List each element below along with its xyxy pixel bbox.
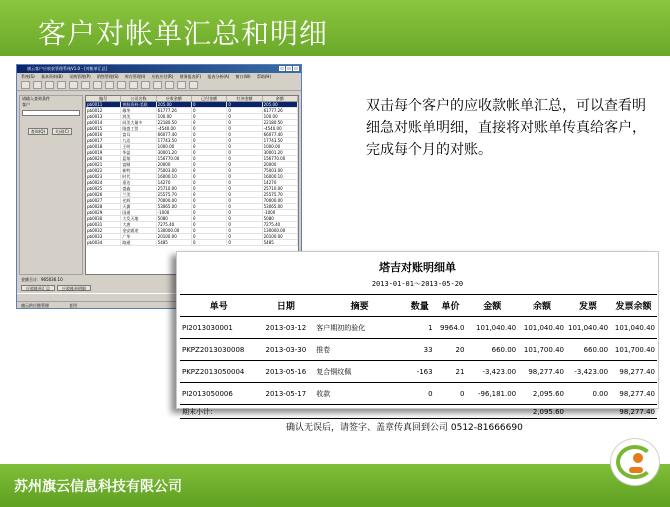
grid-cell: 0 <box>227 234 262 239</box>
toolbar-button[interactable] <box>129 81 138 89</box>
grid-cell: 0 <box>192 228 227 233</box>
grid-cell: 耀华 <box>121 108 156 113</box>
statement-header-row <box>180 295 657 317</box>
statement-cell: 101,040.40 <box>466 317 518 339</box>
grid-cell: 100.00 <box>157 114 192 119</box>
close-icon[interactable] <box>293 66 299 71</box>
grid-cell: 0 <box>192 180 227 185</box>
menu-analysis[interactable]: 报表分析(A) <box>207 74 230 79</box>
menu-receivable[interactable]: 应收应付(R) <box>151 74 174 79</box>
grid-cell: 0 <box>192 192 227 197</box>
grid-cell: 0 <box>227 240 262 245</box>
grid-cell: 30001.20 <box>263 150 298 155</box>
end-label: 期末小计： <box>180 405 518 419</box>
grid-cell: 156770.00 <box>157 156 192 161</box>
grid-cell: pb0021 <box>86 162 121 167</box>
grid-cell: 0 <box>192 138 227 143</box>
grid-cell: 隆盛工贸 <box>121 126 156 131</box>
statement-cell: 98,277.40 <box>610 361 657 383</box>
grid-cell: 205.00 <box>157 102 192 107</box>
statement-cell: 客户期初的验化 <box>314 317 405 339</box>
grid-cell: 70000.00 <box>157 198 192 203</box>
grid-cell: pb0013 <box>86 114 121 119</box>
menu-bar <box>17 73 301 80</box>
grid-cell: 70000.00 <box>263 198 298 203</box>
statement-cell: 660.00 <box>566 339 610 361</box>
statement-cell: 0 <box>435 383 467 405</box>
toolbar <box>17 80 301 91</box>
grid-cell: 0 <box>227 120 262 125</box>
grid-cell: 0 <box>192 162 227 167</box>
statement-cell: PI2013050006 <box>180 383 258 405</box>
query-panel <box>19 95 83 275</box>
col-header: 摘要 <box>314 295 405 317</box>
toolbar-button[interactable] <box>81 81 90 89</box>
statement-date-range: 2013-01-01～2013-05-20 <box>371 280 464 288</box>
company-logo <box>610 438 660 486</box>
grid-cell: 0 <box>227 204 262 209</box>
confirm-note: 确认无误后，请签字、盖章传真回到公司 0512-81666690 <box>286 423 523 433</box>
grid-cell: 嘉达 <box>121 180 156 185</box>
grid-cell: 20100.00 <box>157 234 192 239</box>
statement-cell: -163 <box>405 361 435 383</box>
col-header: 发票 <box>566 295 610 317</box>
grid-cell: 16000.10 <box>157 174 192 179</box>
grid-cell: 7275.40 <box>157 222 192 227</box>
grid-cell: 0 <box>192 132 227 137</box>
menu-help[interactable]: 帮助(H) <box>256 74 272 79</box>
statement-cell: 21 <box>435 361 467 383</box>
grid-cell: 0 <box>227 198 262 203</box>
grid-cell: 0 <box>192 174 227 179</box>
grid-cell: 0 <box>192 210 227 215</box>
description-text: 双击每个客户的应收款帐单汇总，可以查看明细急对账单明细，直接将对账单传真给客户，完成每个月的对账。 <box>366 98 646 158</box>
table-row[interactable] <box>86 240 298 246</box>
statement-cell: 2013-03-12 <box>258 317 315 339</box>
grid-cell: 5485 <box>157 240 192 245</box>
grid-cell: 0 <box>227 162 262 167</box>
grid-cell: 14270 <box>157 180 192 185</box>
grid-cell: 0 <box>227 228 262 233</box>
grid-cell: 25710.00 <box>157 186 192 191</box>
maximize-icon[interactable] <box>286 66 292 71</box>
grid-cell: 156770.00 <box>263 156 298 161</box>
grid-cell: 0 <box>227 192 262 197</box>
statement-row <box>180 317 657 339</box>
grid-cell: 0 <box>227 186 262 191</box>
statement-cell: PKPZ2013050004 <box>180 361 258 383</box>
grid-cell: pb0020 <box>86 156 121 161</box>
grid-cell: pb0030 <box>86 216 121 221</box>
grid-cell: 同美大量多 <box>121 120 156 125</box>
statement-end-row <box>180 405 657 419</box>
grid-cell: 66077.40 <box>263 132 298 137</box>
grid-cell: pb0028 <box>86 204 121 209</box>
grid-cell: 九达 <box>121 138 156 143</box>
window-controls <box>279 66 299 71</box>
statement-cell: 2013-03-30 <box>258 339 315 361</box>
col-header: 单号 <box>180 295 258 317</box>
customer-select[interactable] <box>22 110 80 116</box>
statement-cell: 101,700.40 <box>610 339 657 361</box>
grid-cell: 25575.70 <box>157 192 192 197</box>
statement-cell: 推卷 <box>314 339 405 361</box>
grid-cell: -1000 <box>157 210 192 215</box>
grid-cell: 0 <box>227 150 262 155</box>
menu-finance[interactable]: 财务报表(F) <box>179 74 202 79</box>
grid-cell: 0 <box>192 102 227 107</box>
menu-window[interactable]: 窗口(W) <box>235 74 251 79</box>
grid-cell: 0 <box>227 216 262 221</box>
grid-cell: 0 <box>192 114 227 119</box>
grid-cell: 22180.50 <box>263 120 298 125</box>
statement-row <box>180 361 657 383</box>
grid-col-header[interactable]: 应收金额 <box>157 96 192 101</box>
grid-cell: pb0011 <box>86 102 121 107</box>
sum-total: 金额合计：965036.10 <box>21 277 63 282</box>
grid-cell: 0 <box>227 138 262 143</box>
grid-cell: 0 <box>227 174 262 179</box>
grid-cell: pb0032 <box>86 228 121 233</box>
grid-cell: pb0015 <box>86 126 121 131</box>
grid-cell: -1000 <box>263 210 298 215</box>
grid-cell: 130000.00 <box>157 228 192 233</box>
grid-cell: 天翼 <box>121 204 156 209</box>
grid-cell: 66077.40 <box>157 132 192 137</box>
statement-cell: 0.00 <box>566 383 610 405</box>
grid-cell: 兰美 <box>121 192 156 197</box>
statement-cell: 101,700.40 <box>518 339 566 361</box>
statement-cell: -3,423.00 <box>566 361 610 383</box>
grid-cell: 富顺 <box>121 162 156 167</box>
grid-cell: 0 <box>227 132 262 137</box>
grid-cell: 0 <box>227 144 262 149</box>
grid-cell: 路通 <box>121 240 156 245</box>
grid-cell: 0 <box>227 102 262 107</box>
footer-bar <box>0 464 670 507</box>
col-header: 数量 <box>405 295 435 317</box>
grid-cell: 0 <box>227 222 262 227</box>
grid-cell: 5080 <box>157 216 192 221</box>
grid-cell: 17743.50 <box>157 138 192 143</box>
grid-cell: 0 <box>227 210 262 215</box>
grid-cell: 0 <box>192 186 227 191</box>
grid-cell: pb0012 <box>86 108 121 113</box>
status-left: 旗云供应链管理 <box>21 303 49 308</box>
grid-cell: pb0024 <box>86 180 121 185</box>
grid-cell: 鸿美 <box>121 114 156 119</box>
grid-cell: 0 <box>192 126 227 131</box>
grid-cell: 蓝翔 <box>121 156 156 161</box>
menu-sales[interactable]: 销售管理(S) <box>96 74 119 79</box>
grid-cell: 1000.00 <box>157 144 192 149</box>
grid-cell: 黄航资料·美联 <box>121 102 156 107</box>
grid-cell: pb0029 <box>86 210 121 215</box>
grid-cell: 0 <box>227 114 262 119</box>
tab-summary[interactable]: 应收帐单汇总 <box>21 285 55 291</box>
statement-cell: 33 <box>405 339 435 361</box>
summary-grid <box>85 95 299 275</box>
grid-cell: pb0031 <box>86 222 121 227</box>
close-button[interactable]: 关闭(C) <box>52 128 72 135</box>
col-header: 余额 <box>518 295 566 317</box>
grid-cell: 30001.20 <box>157 150 192 155</box>
title-banner <box>0 0 670 56</box>
app-titlebar: 旗云客户应收款管理系统V1.0 - [对帐单汇总] <box>17 65 301 73</box>
grid-col-header[interactable]: 已付金额 <box>192 96 227 101</box>
slide-title: 客户对帐单汇总和明细 <box>38 17 329 50</box>
col-header: 日期 <box>258 295 315 317</box>
grid-cell: pb0019 <box>86 150 121 155</box>
grid-cell: 0 <box>227 108 262 113</box>
grid-cell: 1000.00 <box>263 144 298 149</box>
grid-cell: pb0025 <box>86 186 121 191</box>
statement-cell: -96,181.00 <box>466 383 518 405</box>
grid-cell: 0 <box>227 180 262 185</box>
grid-cell: 20100.00 <box>263 234 298 239</box>
grid-cell: 0 <box>192 108 227 113</box>
grid-cell: 7275.40 <box>263 222 298 227</box>
query-panel-title: 请输入查询条件 <box>22 96 50 101</box>
grid-cell: 0 <box>192 168 227 173</box>
toolbar-button[interactable] <box>45 81 54 89</box>
statement-cell: 660.00 <box>466 339 518 361</box>
grid-cell: 53065.00 <box>157 204 192 209</box>
toolbar-button[interactable] <box>105 81 114 89</box>
statement-cell: 101,040.40 <box>566 317 610 339</box>
grid-cell: pb0026 <box>86 192 121 197</box>
toolbar-button[interactable] <box>33 81 42 89</box>
grid-cell: 0 <box>192 234 227 239</box>
col-header: 金额 <box>466 295 518 317</box>
statement-cell: 复合铜纹佩 <box>314 361 405 383</box>
grid-cell: 0 <box>192 240 227 245</box>
grid-cell: 61777.26 <box>157 108 192 113</box>
grid-cell: 53065.00 <box>263 204 298 209</box>
grid-cell: 14270 <box>263 180 298 185</box>
toolbar-button[interactable] <box>153 81 162 89</box>
statement-cell: 98,277.40 <box>518 361 566 383</box>
grid-body <box>86 102 298 246</box>
grid-cell: 25710.00 <box>263 186 298 191</box>
toolbar-button[interactable] <box>165 81 174 89</box>
grid-cell: 0 <box>227 156 262 161</box>
statement-cell: -3,423.00 <box>466 361 518 383</box>
menu-purchase[interactable]: 采购管理(P) <box>69 74 91 79</box>
grid-cell: 5485 <box>263 240 298 245</box>
grid-cell: 20000 <box>157 162 192 167</box>
toolbar-button[interactable] <box>21 81 30 89</box>
grid-cell: 5080 <box>263 216 298 221</box>
grid-cell: 时代 <box>121 174 156 179</box>
grid-cell: 130000.00 <box>263 228 298 233</box>
toolbar-button[interactable] <box>189 81 198 89</box>
grid-cell: 盛鑫 <box>121 186 156 191</box>
grid-cell: 大唐 <box>121 222 156 227</box>
toolbar-button[interactable] <box>57 81 66 89</box>
grid-cell: 广华 <box>121 234 156 239</box>
grid-cell: 20000 <box>263 162 298 167</box>
statement-row <box>180 339 657 361</box>
grid-cell: 新特 <box>121 168 156 173</box>
grid-cell: 0 <box>192 120 227 125</box>
menu-basic[interactable]: 基本资料(B) <box>40 74 63 79</box>
grid-cell: 75003.00 <box>157 168 192 173</box>
grid-cell: 光辉 <box>121 198 156 203</box>
menu-system[interactable]: 系统(S) <box>21 74 35 79</box>
menu-stock[interactable]: 库存管理(I) <box>124 74 146 79</box>
status-right: 老用 <box>69 303 77 308</box>
grid-cell: 华盈 <box>121 150 156 155</box>
grid-cell: pb0018 <box>86 144 121 149</box>
grid-cell: pb0033 <box>86 234 121 239</box>
toolbar-button[interactable] <box>141 81 150 89</box>
statement-cell: 101,040.40 <box>610 317 657 339</box>
grid-cell: 16000.10 <box>263 174 298 179</box>
bottom-tabs <box>21 285 91 291</box>
grid-cell: 0 <box>192 156 227 161</box>
grid-cell: 0 <box>192 204 227 209</box>
end-invoice-balance: 98,277.40 <box>610 405 657 419</box>
grid-cell: 75003.00 <box>263 168 298 173</box>
minimize-icon[interactable] <box>279 66 285 71</box>
grid-cell: 205.00 <box>263 102 298 107</box>
grid-cell: 25575.70 <box>263 192 298 197</box>
grid-cell: pb0014 <box>86 120 121 125</box>
grid-cell: 17743.50 <box>263 138 298 143</box>
statement-cell: 2013-05-16 <box>258 361 315 383</box>
statement-cell: 2013-05-17 <box>258 383 315 405</box>
statement-cell: 1 <box>405 317 435 339</box>
grid-cell: -4540.00 <box>263 126 298 131</box>
toolbar-button[interactable] <box>117 81 126 89</box>
statement-cell: 98,277.40 <box>610 383 657 405</box>
grid-cell: pb0017 <box>86 138 121 143</box>
grid-cell: pb0016 <box>86 132 121 137</box>
grid-cell: 富耳 <box>121 132 156 137</box>
grid-cell: pb0022 <box>86 168 121 173</box>
statement-row <box>180 383 657 405</box>
customer-label: 客户 <box>22 102 30 107</box>
grid-cell: 22180.50 <box>157 120 192 125</box>
statement-cell: PKPZ2013030008 <box>180 339 258 361</box>
statement-cell: PI2013030001 <box>180 317 258 339</box>
grid-cell: 0 <box>192 222 227 227</box>
statement-cell: 20 <box>435 339 467 361</box>
statement-title: 塔吉对账明细单 <box>379 261 456 274</box>
grid-cell: 0 <box>227 168 262 173</box>
end-balance: 2,095.60 <box>518 405 566 419</box>
col-header: 单价 <box>435 295 467 317</box>
grid-cell: 国通 <box>121 210 156 215</box>
statement-document <box>176 251 659 416</box>
query-button[interactable]: 查询(Q) <box>28 128 48 135</box>
grid-cell: 61777.26 <box>263 108 298 113</box>
grid-cell: pb0023 <box>86 174 121 179</box>
statement-cell: 收款 <box>314 383 405 405</box>
grid-cell: 0 <box>192 144 227 149</box>
grid-cell: 0 <box>192 216 227 221</box>
toolbar-button[interactable] <box>93 81 102 89</box>
statement-table <box>180 294 657 419</box>
grid-cell: -4540.00 <box>157 126 192 131</box>
statement-cell: 101,040.40 <box>518 317 566 339</box>
grid-cell: pb0027 <box>86 198 121 203</box>
grid-col-header[interactable]: 余额 <box>263 96 298 101</box>
toolbar-button[interactable] <box>177 81 186 89</box>
grid-cell: 王明 <box>121 144 156 149</box>
grid-cell: 100.00 <box>263 114 298 119</box>
grid-cell: pb0034 <box>86 240 121 245</box>
grid-col-header[interactable]: 编号 <box>86 96 121 101</box>
grid-col-header[interactable]: 公司名称 <box>121 96 156 101</box>
grid-cell: 金安浦途 <box>121 228 156 233</box>
tab-detail[interactable]: 应收帐单明细 <box>57 285 91 291</box>
statement-cell: 2,095.60 <box>518 383 566 405</box>
grid-cell: 0 <box>227 126 262 131</box>
grid-cell: 0 <box>192 150 227 155</box>
statement-cell: 9964.0 <box>435 317 467 339</box>
grid-cell: 0 <box>192 198 227 203</box>
company-name: 苏州旗云信息科技有限公司 <box>14 479 182 495</box>
grid-cell: 大发天地 <box>121 216 156 221</box>
statement-cell: 0 <box>405 383 435 405</box>
toolbar-button[interactable] <box>69 81 78 89</box>
grid-col-header[interactable]: 红冲金额 <box>227 96 262 101</box>
col-header: 发票余额 <box>610 295 657 317</box>
